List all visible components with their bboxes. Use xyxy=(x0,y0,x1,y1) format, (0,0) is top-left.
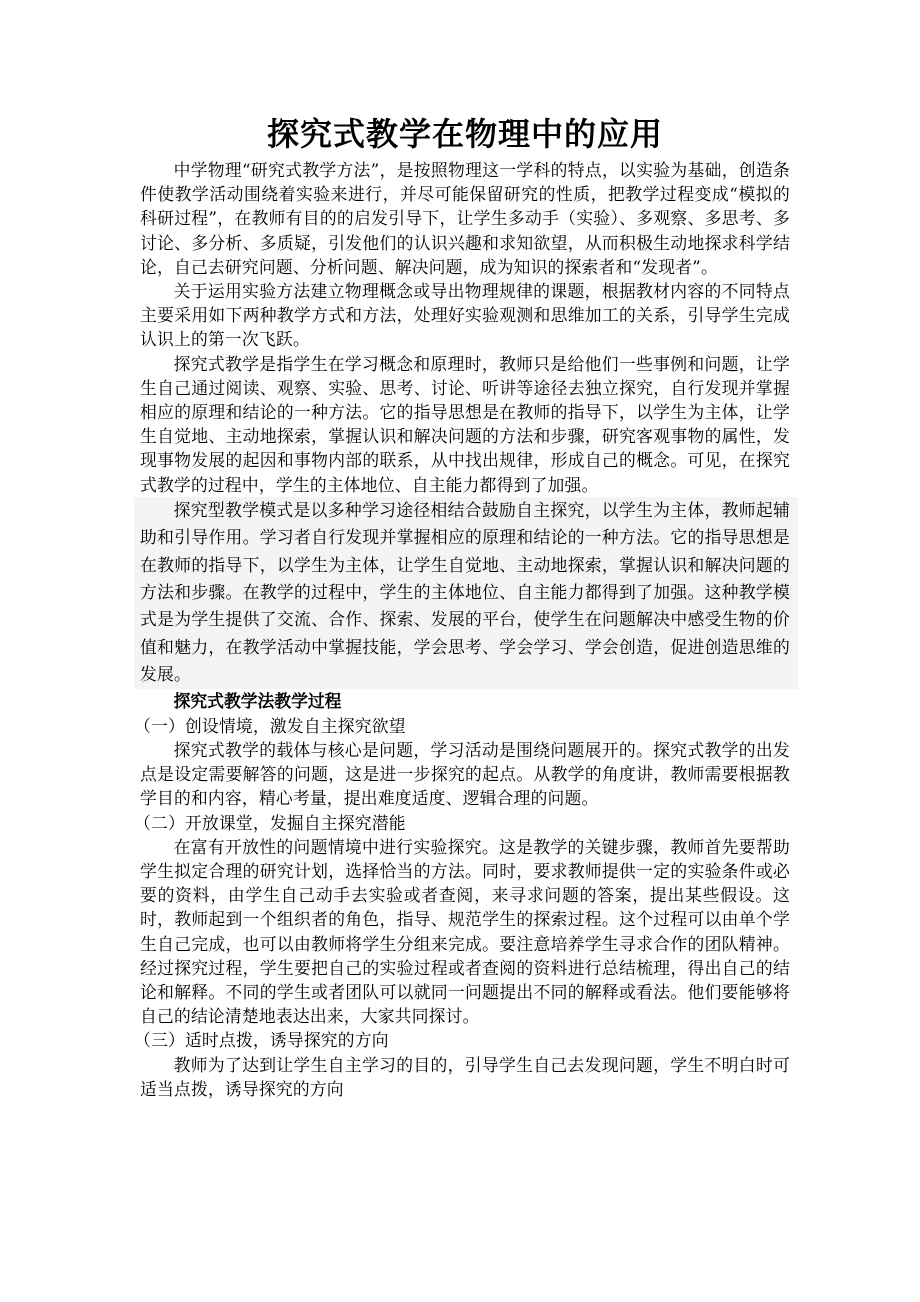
intro-paragraph-1: 中学物理“研究式教学方法”，是按照物理这一学科的特点，以实验为基础，创造条件使教学活动围绕着实验来进行，并尽可能保留研究的性质，把教学过程变成“模拟的科研过程”，在教师有目的的启发引导下，让学生多动手（实验）、多观察、多思考、多讨论、多分析、多质疑，引发他们的认识兴趣和求知欲望，从而积极生动地探求科学结论，自己去研究问题、分析问题、解决问题，成为知识的探索者和“发现者”。 xyxy=(140,160,790,277)
section-1-body: 探究式教学的载体与核心是问题，学习活动是围绕问题展开的。探究式教学的出发点是设定需要解答的问题，这是进一步探究的起点。从教学的角度讲，教师需要根据教学目的和内容，精心考量，提出难度适度、逻辑合理的问题。 xyxy=(140,739,790,809)
intro-paragraph-3: 探究式教学是指学生在学习概念和原理时，教师只是给他们一些事例和问题，让学生自己通过阅读、观察、实验、思考、讨论、听讲等途径去独立探究，自行发现并掌握相应的原理和结论的一种方法。它的指导思想是在教师的指导下，以学生为主体，让学生自觉地、主动地探索，掌握认识和解决问题的方法和步骤，研究客观事物的属性，发现事物发展的起因和事物内部的联系，从中找出规律，形成自己的概念。可见，在探究式教学的过程中，学生的主体地位、自主能力都得到了加强。 xyxy=(140,353,790,495)
section-3-body: 教师为了达到让学生自主学习的目的，引导学生自己去发现问题，学生不明白时可适当点拨，诱导探究的方向 xyxy=(140,1054,790,1099)
section-2-heading: （二）开放课堂，发掘自主探究潜能 xyxy=(134,812,406,833)
section-1-heading: （一）创设情境，激发自主探究欲望 xyxy=(134,715,406,736)
document-title: 探究式教学在物理中的应用 xyxy=(266,115,663,153)
document-page xyxy=(134,112,790,1101)
section-2-body: 在富有开放性的问题情境中进行实验探究。这是教学的关键步骤，教师首先要帮助学生拟定合理的研究计划，选择恰当的方法。同时，要求教师提供一定的实验条件或必要的资料，由学生自己动手去实验或者查阅，来寻求问题的答案，提出某些假设。这时，教师起到一个组织者的角色，指导、规范学生的探索过程。这个过程可以由单个学生自己完成，也可以由教师将学生分组来完成。要注意培养学生寻求合作的团队精神。经过探究过程，学生要把自己的实验过程或者查阅的资料进行总结梳理，得出自己的结论和解释。不同的学生或者团队可以就同一问题提出不同的解释或看法。他们要能够将自己的结论清楚地表达出来，大家共同探讨。 xyxy=(140,836,790,1027)
shaded-paragraph: 探究型教学模式是以多种学习途径相结合鼓励自主探究，以学生为主体，教师起辅助和引导作用。学习者自行发现并掌握相应的原理和结论的一种方法。它的指导思想是在教师的指导下，以学生为主体，让学生自觉地、主动地探索，掌握认识和解决问题的方法和步骤。在教学的过程中，学生的主体地位、自主能力都得到了加强。这种教学模式是为学生提供了交流、合作、探索、发展的平台，使学生在问题解决中感受生物的价值和魅力，在教学活动中掌握技能，学会思考、学会学习、学会创造，促进创造思维的发展。 xyxy=(134,497,798,689)
process-heading: 探究式教学法教学过程 xyxy=(173,690,342,711)
intro-paragraph-2: 关于运用实验方法建立物理概念或导出物理规律的课题，根据教材内容的不同特点主要采用如下两种教学方式和方法，处理好实验观测和思维加工的关系，引导学生完成认识上的第一次飞跃。 xyxy=(140,281,790,350)
section-3-heading: （三）适时点拨，诱导探究的方向 xyxy=(134,1030,389,1051)
